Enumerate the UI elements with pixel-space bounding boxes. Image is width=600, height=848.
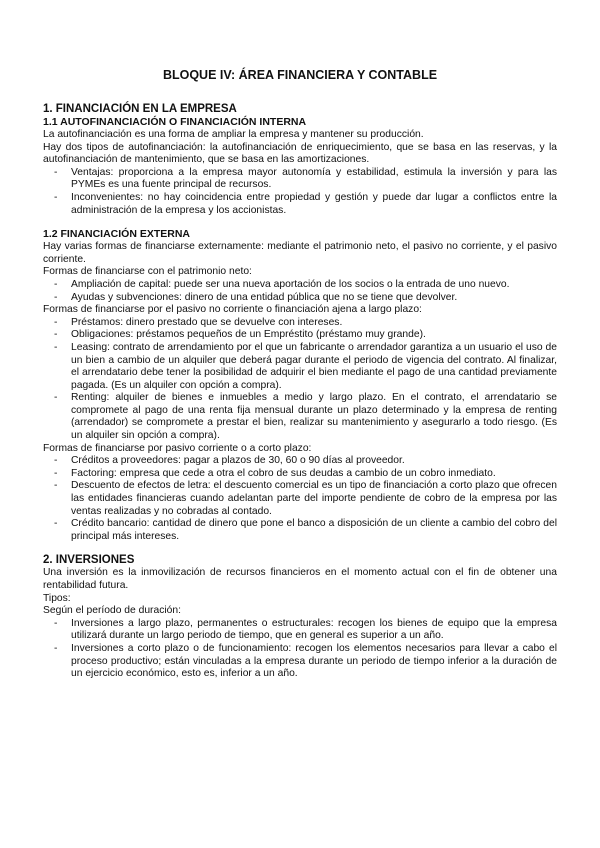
list-item: - Factoring: empresa que cede a otra el cobro de sus deudas a cambio de un cobro inmediato. — [43, 468, 557, 481]
list-item: - Ampliación de capital: puede ser una nueva aportación de los socios o la entrada de uno nuevo. — [43, 279, 557, 292]
list-item: - Préstamos: dinero prestado que se devuelve con intereses. — [43, 317, 557, 330]
paragraph: Hay varias formas de financiarse externamente: mediante el patrimonio neto, el pasivo no corriente, y el pasivo corriente. — [43, 241, 557, 265]
list-item: - Ayudas y subvenciones: dinero de una entidad pública que no se tiene que devolver. — [43, 292, 557, 305]
bullet-list — [43, 279, 557, 304]
paragraph: Una inversión es la inmovilización de recursos financieros en el momento actual con el fin de obtener una rentabilidad futura. — [43, 567, 557, 591]
paragraph: Formas de financiarse por pasivo corriente o a corto plazo: — [43, 442, 312, 454]
list-item: - Inversiones a corto plazo o de funcionamiento: recogen los elementos necesarios para llevar a cabo el proceso productivo; están vinculadas a la empresa durante un periodo de tiempo inferior a la duración de un ejercicio económico, esto es, inferior a un año. — [43, 643, 557, 681]
paragraph: Hay dos tipos de autofinanciación: la autofinanciación de enriquecimiento, que se basa en las reservas, y la autofinanciación de mantenimiento, que se basa en las amortizaciones. — [43, 141, 557, 166]
list-item: - Leasing: contrato de arrendamiento por el que un fabricante o arrendador garantiza a un usuario el uso de un bien a cambio de un alquiler que deberá pagar durante el periodo de vigencia del contrato. Al finalizar, el arrendatario debe tener la posibilidad de adquirir el bien mediante el pago de una cantidad previamente pagada. (Es un alquiler con opción a compra). — [43, 342, 557, 392]
list-item: - Ventajas: proporciona a la empresa mayor autonomía y estabilidad, estimula la inversión y para las PYMEs es una fuente principal de recursos. — [43, 167, 557, 192]
list-item: - Crédito bancario: cantidad de dinero que pone el banco a disposición de un cliente a cambio del cobro del principal más intereses. — [43, 518, 557, 543]
paragraph: La autofinanciación es una forma de ampliar la empresa y mantener su producción. — [43, 129, 424, 140]
subsection-heading-financiacion-externa: 1.2 FINANCIACIÓN EXTERNA — [43, 228, 191, 241]
section-heading-inversiones: 2. INVERSIONES — [43, 554, 135, 567]
bullet-list — [43, 167, 557, 217]
bullet-list — [43, 618, 557, 681]
section-heading-financiacion: 1. FINANCIACIÓN EN LA EMPRESA — [43, 103, 237, 115]
list-item: - Renting: alquiler de bienes e inmuebles a medio y largo plazo. En el contrato, el arrendatario se compromete al pago de una renta fija mensual durante un plazo determinado y la empresa de renting (arrendador) se compromete a prestar el bien, realizar su mantenimiento y asegurarlo a todo riesgo. (Es un alquiler sin opción a compra). — [43, 392, 557, 442]
list-item: - Descuento de efectos de letra: el descuento comercial es un tipo de financiación a corto plazo que ofrecen las entidades financieras cuando adelantan parte del importe pendiente de cobro de la empresa por las ventas realizadas y no cobradas al contado. — [43, 480, 557, 518]
paragraph: Formas de financiarse con el patrimonio neto: — [43, 266, 252, 278]
list-item: - Obligaciones: préstamos pequeños de un Empréstito (préstamo muy grande). — [43, 329, 557, 342]
list-item: - Inconvenientes: no hay coincidencia entre propiedad y gestión y puede dar lugar a conflictos entre la administración de la empresa y los accionistas. — [43, 192, 557, 217]
subsection-heading-autofinanciacion: 1.1 AUTOFINANCIACIÓN O FINANCIACIÓN INTERNA — [43, 116, 307, 128]
list-item: - Créditos a proveedores: pagar a plazos de 30, 60 o 90 días al proveedor. — [43, 455, 557, 468]
page-title: BLOQUE IV: ÁREA FINANCIERA Y CONTABLE — [162, 68, 438, 82]
list-item: - Inversiones a largo plazo, permanentes o estructurales: recogen los bienes de equipo que la empresa utilizará durante un largo periodo de tiempo, que en general es superior a un año. — [43, 618, 557, 643]
paragraph: Formas de financiarse por el pasivo no corriente o financiación ajena a largo plazo: — [43, 304, 422, 316]
bullet-list — [43, 317, 557, 443]
document-page — [43, 68, 557, 681]
bullet-list — [43, 455, 557, 543]
paragraph: Según el período de duración: — [43, 605, 181, 617]
paragraph: Tipos: — [43, 592, 71, 604]
